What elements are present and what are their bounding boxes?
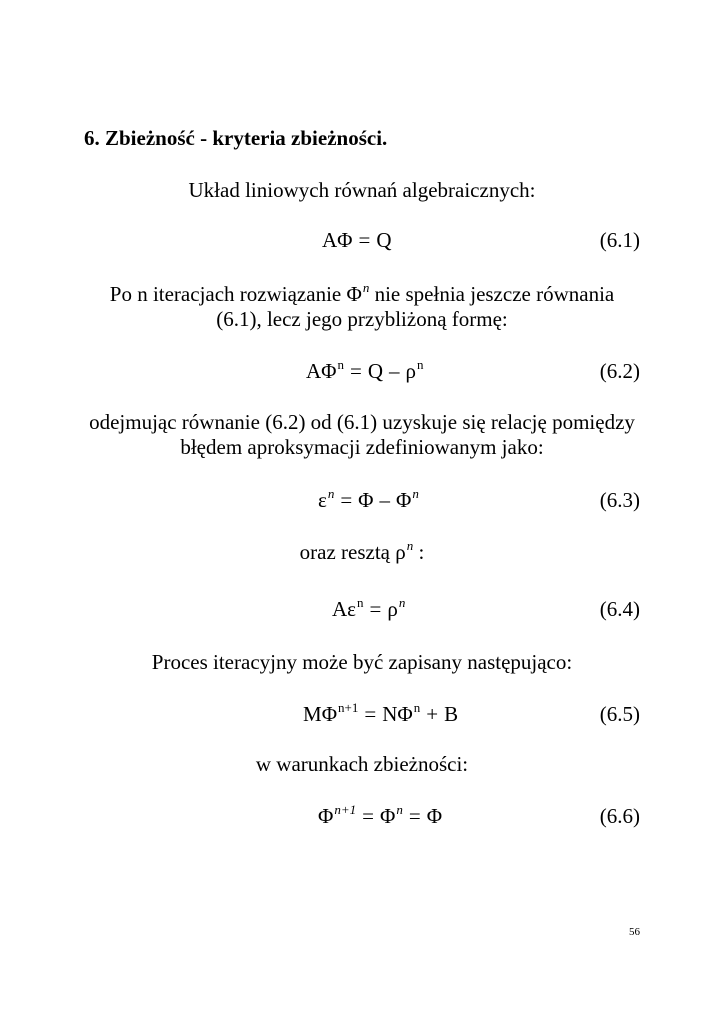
equation-6-3: $\varepsilon^n = \Phi - \Phi^n$ [318, 486, 419, 512]
equation-number-6-2: (6.2) [599, 359, 640, 383]
equation-number-6-3: (6.3) [599, 488, 640, 512]
equation-number-6-5: (6.5) [599, 702, 640, 726]
section-heading: 6. Zbieżność - kryteria zbieżności. [84, 126, 388, 150]
equation-number-6-1: (6.1) [599, 228, 640, 252]
equation-number-6-4: (6.4) [599, 597, 640, 621]
equation-number-6-6: (6.6) [599, 804, 640, 828]
convergence-condition-paragraph: w warunkach zbieżności: [255, 752, 469, 776]
iteration-paragraph-line1: Po n iteracjach rozwiązanie $\Phi^n$ nie spełnia jeszcze równania [109, 280, 615, 306]
equation-6-5: $M\Phi^{n+1} = N\Phi^n + B$ [303, 700, 459, 726]
equation-6-2: $A\Phi^n = Q - \rho^n$ [306, 357, 424, 383]
iteration-paragraph-line2: (6.1), lecz jego przybliżoną formę: [216, 307, 508, 331]
residual-paragraph: oraz resztą $\rho^n$ : [299, 538, 425, 564]
error-paragraph-line1: odejmując równanie (6.2) od (6.1) uzyskuje się relację pomiędzy [89, 410, 635, 434]
page-number: 56 [629, 926, 640, 938]
iterative-process-paragraph: Proces iteracyjny może być zapisany następująco: [151, 650, 573, 674]
equation-6-6: $\Phi^{n+1} = \Phi^n = \Phi$ [318, 802, 443, 828]
equation-6-4: $A\varepsilon^n = \rho^n$ [332, 595, 406, 621]
error-paragraph-line2: błędem aproksymacji zdefiniowanym jako: [180, 435, 544, 459]
equation-6-1: AΦ = Q [322, 228, 392, 252]
intro-paragraph: Układ liniowych równań algebraicznych: [188, 178, 536, 202]
